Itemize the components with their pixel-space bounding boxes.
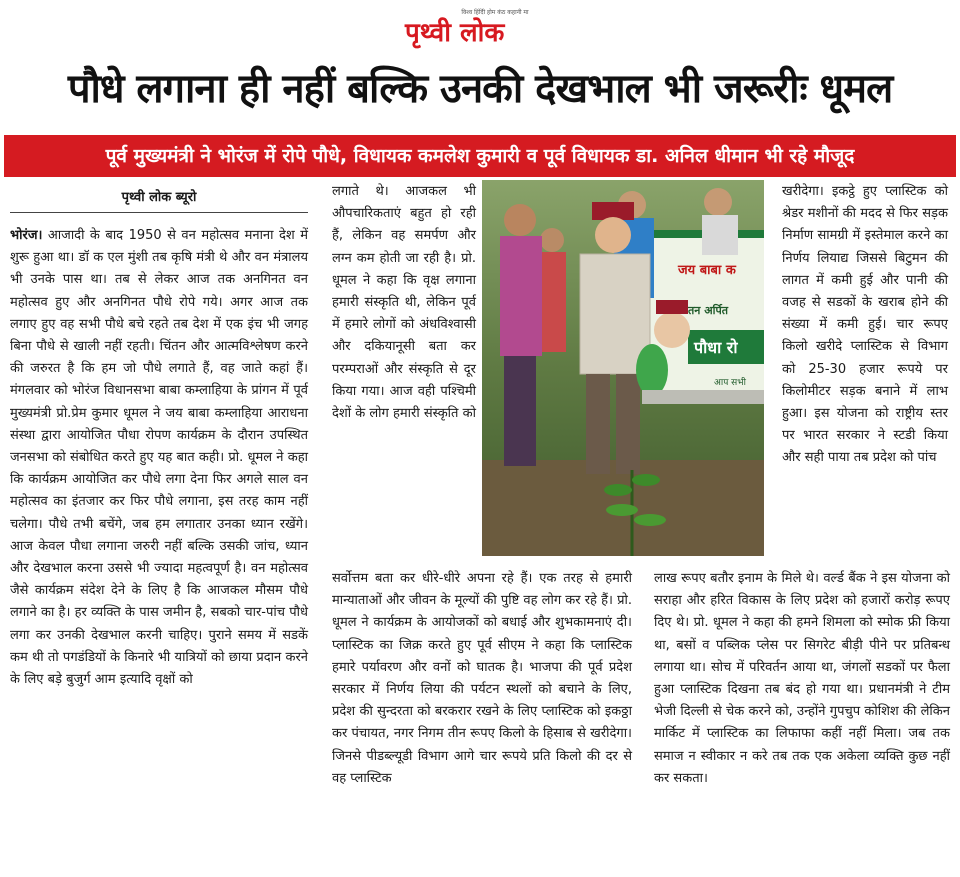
article-column-3 xyxy=(782,181,948,470)
article-column-2-lower xyxy=(332,568,632,790)
newspaper-logo: पृथ्वी लोक xyxy=(405,18,505,48)
railing xyxy=(642,390,764,404)
subheadline: पूर्व मुख्यमंत्री ने भोरंज में रोपे पौधे, विधायक कमलेश कुमारी व पूर्व विधायक डा. अनिल धीमान भी रहे मौजूद xyxy=(4,135,956,177)
news-photo xyxy=(482,180,764,556)
dateline: भोरंज। xyxy=(10,228,43,243)
article-text-col3: खरीदेगा। इकट्ठे हुए प्लास्टिक को श्रेडर मशीनों की मदद से फिर सड़क निर्माण सामग्री में इस्तेमाल करने का निर्णय लियाद्य जिससे बिटुमन की लागत में कमी हुई और पानी की वजह से सडकों के खराब होने की संख्या में कमी हुई। चार रूपए किलो खरीदे प्लास्टिक से विभाग को 25-30 हजार रूपये पर किलोमीटर सड़क बनाने में लाभ हुआ। इस योजना को राष्ट्रीय स्तर पर भारत सरकार ने स्टडी किया और सही पाया तब प्रदेश को पांच xyxy=(782,184,948,466)
photo-illustration xyxy=(482,180,764,556)
person-woman xyxy=(500,204,542,466)
article-column-3-lower xyxy=(654,568,950,790)
banner-line-4: आप सभी xyxy=(714,378,746,388)
article-text-col2b: सर्वोत्तम बता कर धीरे-धीरे अपना रहे हैं। एक तरह से हमारी मान्याताओं और जीवन के मूल्यों की पुष्टि वह लोग कर रहे हैं। प्रो. धूमल ने कार्यक्रम के आयोजकों को बधाई और शुभकामनाएं दी। प्लास्टिक का जिक्र करते हुए पूर्व सीएम ने कहा कि प्लास्टिक हमारे पर्यावरण और वनों को घातक है। भाजपा की पूर्व प्रदेश सरकार में निर्णय लिया की पर्यटन स्थलों को बचाने के लिए, प्रदेश की सुन्दरता को बरकरार रखने के लिए प्लास्टिक को इकठ्ठा कर पंचायत, नगर निगम तीन रूपए किलो के हिसाब से खरीदेगा। जिनसे पीडब्ल्यूडी विभाग आगे चार रूपये प्रति किलो की दर से वह प्लास्टिक xyxy=(332,571,632,786)
article-column-2 xyxy=(332,181,476,425)
masthead-tagline: विश्व हिंदीि होम कंठ कहानी मा xyxy=(461,9,529,16)
banner-line-3: पौधा रो xyxy=(694,338,738,357)
page-title: पौधे लगाना ही नहीं बल्कि उनकी देखभाल भी जरूरीः धूमल xyxy=(67,66,893,112)
article-text-col1: आजादी के बाद 1950 से वन महोत्सव मनाना देश में शुरू हुआ था। डॉ क एल मुंशी तब कृषि मंत्री थे और वन मंत्रालय भी उनके पास था। तब से लेकर आज तक अनगिनत वन महोत्सव हुए और अनगिनत पौधे रोपे गये। अगर आज तक लगाए हुए वह सभी पौधे बचे रहते तब देश में एक इंच भी जगह बिना पौधे से खाली नहीं रहती। चिंतन और आत्मविश्लेषण करने की जरुरत है कि हम जो पौधे लगाते हैं, वह जाते कहां हैं। मंगलवार को भोरंज विधानसभा बाबा कम्लाहिया के प्रांगन में पूर्व मुख्यमंत्री प्रो.प्रेम कुमार धूमल ने जय बाबा कम्लाहिया आराधना संस्था द्वारा आयोजित पौधा रोपण कार्यक्रम के दौरान उपस्थित जनसभा को संबोधित करते हुए यह बात कही। प्रो. धूमल ने कहा कि कार्यक्रम आयोजित कर पौधे लगा देना फिर अगले साल वन महोत्सव का इंतजार कर फिर पौधे लगाना, इस तरह काम नहीं चलेगा। पौधे तभी बचेंगे, जब हम लगातार उनका ध्यान रखेंगे। आज केवल पौधा लगाना जरुरी नहीं बल्कि उसकी जांच, ध्यान और देखभाल करना उससे भी ज्यादा महत्वपूर्ण है। वन महोत्सव जैसे कार्यक्रम संदेश देने के लिए है कि आजकल मौसम पौधे लगाने का है। हर व्यक्ति के पास जमीन है, सबको चार-पांच पौधे लगा कर उनकी देखभाल करनी चाहिए। पुराने समय में सडकें कम थी तो पगडंडियों के किनारे भी यात्रियों को छाया प्रदान करने के लिए बड़े बुजुर्ग आम इत्यादि वृक्षों को xyxy=(10,228,308,688)
masthead xyxy=(0,4,960,54)
article-text-col2: लगाते थे। आजकल भी औपचारिकताएं बहुत हो रही हैं, लेकिन वह समर्पण और लग्न कम होती जा रही है। प्रो. धूमल ने कहा कि वृक्ष लगाना हमारी संस्कृति थी, लेकिन पूर्व में हमारे लोगों को अंधविश्वासी और दकियानूसी बता कर परम्पराओं और संस्कृति से दूर किया गया। आज वही पश्चिमी देशों के लोग हमारी संस्कृति को xyxy=(332,184,476,422)
banner-line-2: तन अर्पित xyxy=(688,304,728,317)
article-column-1 xyxy=(10,225,308,691)
article-text-col3b: लाख रूपए बतौर इनाम के मिले थे। वर्ल्ड बैंक ने इस योजना को सराहा और हरित विकास के लिए प्रदेश को हजारों करोड़ रूपए दिए थे। प्रो. धूमल ने कहा की हमने शिमला को स्मोक फ्री किया था, बसों व पब्लिक प्लेस पर सिगरेट बीड़ी पीने पर प्रतिबन्ध लगाया था। सोच में परिवर्तन आया था, जंगलों सडकों पर फैला हुआ प्लास्टिक दिखना तब बंद हो गया था। प्रधानमंत्री ने टीम भेजी दिल्ली से चेक करने को, उन्होंने गुपचुप कोशिश की लेकिन मार्किट में प्लास्टिक का लिफाफा कहीं नहीं मिला। जब तक समाज न स्वीकार न करे तब तक एक अकेला व्यक्ति कुछ नहीं कर सकता। xyxy=(654,571,950,786)
banner-line-1: जय बाबा क xyxy=(678,263,736,278)
byline: पृथ्वी लोक ब्यूरो xyxy=(10,184,308,213)
